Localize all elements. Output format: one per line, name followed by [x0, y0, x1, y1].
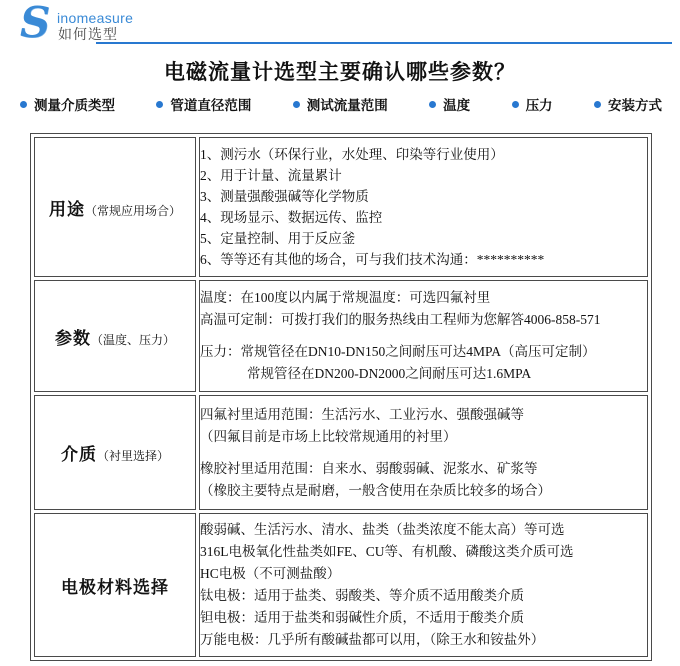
table-line-spacer	[200, 448, 647, 458]
table-line: 四氟衬里适用范围：生活污水、工业污水、强酸强碱等	[200, 406, 524, 422]
table-line: （橡胶主要特点是耐磨，一般含使用在杂质比较多的场合）	[200, 482, 551, 498]
row-content-electrode	[199, 513, 648, 657]
bullet-label: 安装方式	[607, 98, 662, 113]
bullet-label: 温度	[443, 98, 471, 113]
row-content-usage	[199, 137, 648, 277]
table-line: 钽电极：适用于盐类和弱碱性介质，不适用于酸类介质	[200, 610, 524, 625]
table-line: HC电极（不可测盐酸）	[200, 566, 341, 581]
brand-name: inomeasure	[57, 10, 134, 26]
table-line: 2、用于计量、流量累计	[200, 168, 342, 183]
row-label-sub: （衬里选择）	[96, 449, 169, 463]
bullet-item-pipe-diameter	[156, 94, 251, 114]
bullet-item-temperature	[429, 94, 470, 114]
bullet-dot-icon	[293, 101, 300, 108]
selection-table	[30, 133, 652, 661]
row-content-medium	[199, 395, 648, 510]
row-label-main: 介质	[60, 445, 97, 464]
row-label-sub: （温度、压力）	[90, 332, 175, 347]
brand-s-icon: S	[20, 0, 51, 47]
table-line: 4、现场显示、数据远传、监控	[200, 210, 383, 225]
table-line: 6、等等还有其他的场合，可与我们技术沟通：**********	[200, 252, 545, 267]
table-line: 高温可定制：可拨打我们的服务热线由工程师为您解答4006-858-571	[200, 312, 601, 327]
table-line-spacer	[200, 331, 647, 341]
table-line: （四氟目前是市场上比较常规通用的衬里）	[200, 428, 457, 444]
header-divider	[96, 42, 672, 44]
page-title: 电磁流量计选型主要确认哪些参数？	[164, 60, 516, 84]
table-line: 温度：在100度以内属于常规温度：可选四氟衬里	[200, 290, 491, 305]
row-label-electrode	[34, 513, 196, 657]
table-line: 1、测污水（环保行业，水处理、印染等行业使用）	[200, 147, 504, 162]
row-label-sub: （常规应用场合）	[84, 203, 181, 218]
bullet-label: 管道直径范围	[170, 98, 252, 113]
row-label-usage	[34, 137, 196, 277]
table-row-medium	[34, 395, 648, 510]
bullet-dot-icon	[429, 101, 436, 108]
row-label-main: 电极材料选择	[61, 577, 169, 597]
bullet-item-medium-type	[20, 94, 115, 114]
row-label-medium	[34, 395, 196, 510]
row-label-parameters	[34, 280, 196, 392]
bullet-item-flow-range	[293, 94, 388, 114]
table-line: 橡胶衬里适用范围：自来水、弱酸弱碱、泥浆水、矿浆等	[200, 460, 538, 476]
bullet-label: 测试流量范围	[306, 98, 388, 113]
bullet-dot-icon	[594, 101, 601, 108]
bullet-label: 测量介质类型	[34, 98, 115, 113]
table-row-electrode	[34, 513, 648, 657]
table-line: 钛电极：适用于盐类、弱酸类、等介质不适用酸类介质	[200, 588, 524, 603]
table-line: 316L电极氧化性盐类如FE、CU等、有机酸、磷酸这类介质可选	[200, 544, 574, 559]
table-line: 万能电极：几乎所有酸碱盐都可以用，（除王水和铵盐外）	[200, 632, 545, 647]
parameter-bullet-row	[20, 94, 662, 114]
table-line: 3、测量强酸强碱等化学物质	[200, 189, 369, 204]
bullet-dot-icon	[156, 101, 163, 108]
bullet-dot-icon	[512, 101, 519, 108]
row-label-main: 用途	[48, 199, 85, 219]
bullet-dot-icon	[20, 101, 27, 108]
table-line: 5、定量控制、用于反应釜	[200, 231, 356, 246]
table-line: 常规管径在DN200-DN2000之间耐压可达1.6MPA	[247, 366, 532, 381]
brand-tagline: 如何选型	[58, 26, 118, 42]
table-row-parameters	[34, 280, 648, 392]
table-row-usage	[34, 137, 648, 277]
bullet-label: 压力	[525, 98, 553, 113]
table-line: 酸弱碱、生活污水、清水、盐类（盐类浓度不能太高）等可选	[200, 522, 565, 537]
table-line: 压力：常规管径在DN10-DN150之间耐压可达4MPA（高压可定制）	[200, 344, 596, 359]
bullet-item-pressure	[512, 94, 553, 114]
bullet-item-installation	[594, 94, 662, 114]
row-label-main: 参数	[54, 328, 91, 348]
row-content-parameters	[199, 280, 648, 392]
